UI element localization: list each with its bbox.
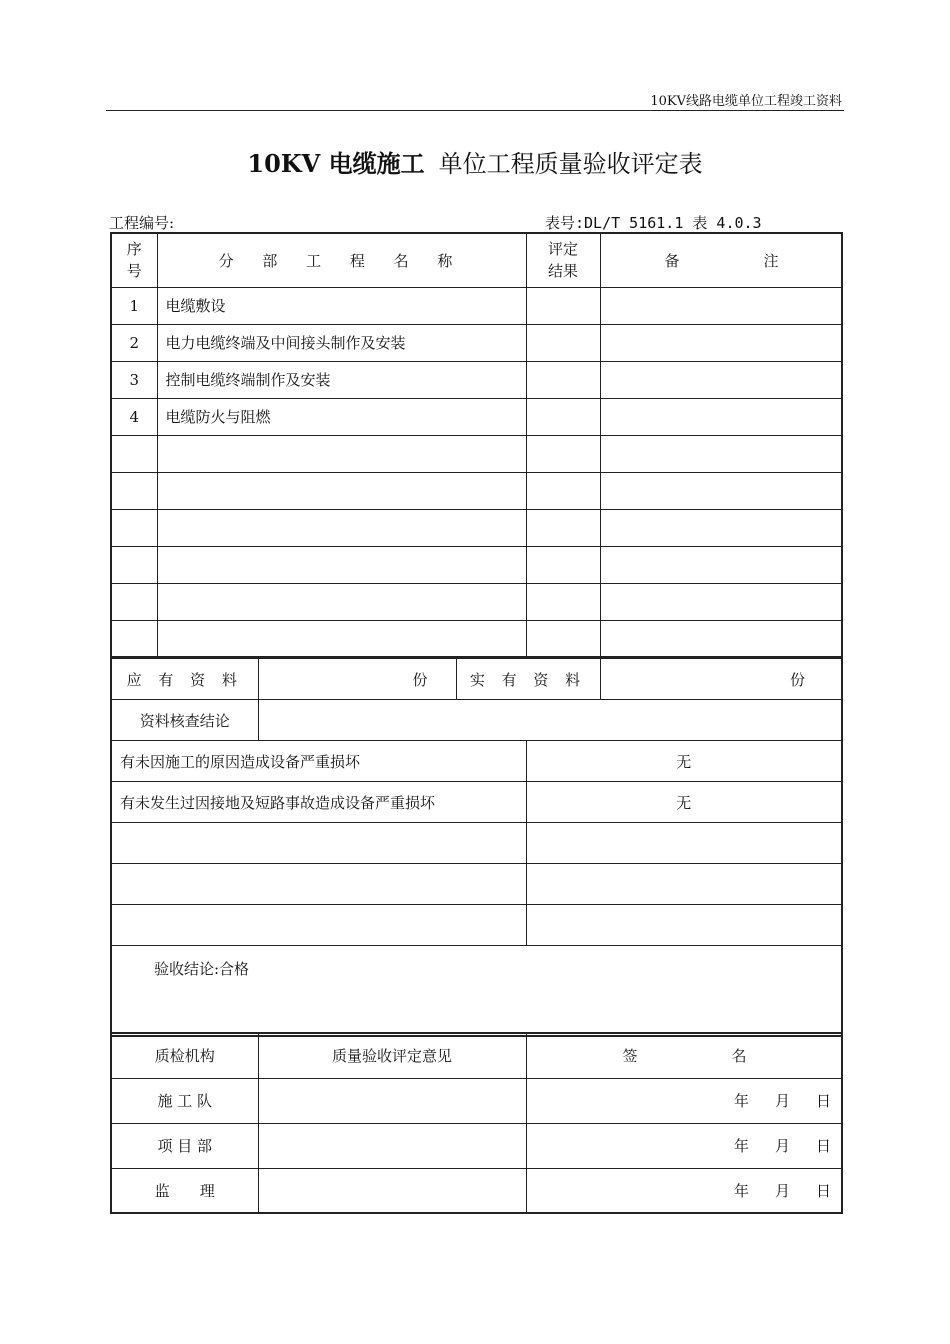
actual-label: 实 有 资 料 — [456, 659, 600, 700]
table-row — [111, 435, 842, 472]
date-field: 年 月 日 — [526, 1168, 842, 1213]
header-name: 分 部 工 程 名 称 — [157, 233, 526, 287]
title-normal: 单位工程质量验收评定表 — [438, 150, 703, 178]
question-1: 有未因施工的原因造成设备严重损坏 — [111, 741, 526, 782]
should-have-label: 应 有 资 料 — [111, 659, 258, 700]
org-supervision: 监 理 — [111, 1168, 258, 1213]
material-count-row — [111, 659, 842, 700]
header-opinion: 质量验收评定意见 — [258, 1033, 526, 1078]
table-row — [111, 546, 842, 583]
table-row — [111, 472, 842, 509]
header-org: 质检机构 — [111, 1033, 258, 1078]
empty-row — [111, 864, 842, 905]
signature-row — [111, 1123, 842, 1168]
project-no-label: 工程编号: — [109, 214, 175, 232]
table-row: 4 电缆防火与阻燃 — [111, 398, 842, 435]
signature-row — [111, 1168, 842, 1213]
conclusion-row — [111, 946, 842, 1036]
answer-2: 无 — [526, 782, 842, 823]
signature-table — [110, 1032, 843, 1214]
empty-row — [111, 823, 842, 864]
org-project-dept: 项 目 部 — [111, 1123, 258, 1168]
header-divider — [106, 110, 844, 111]
signature-header-row — [111, 1033, 842, 1078]
acceptance-conclusion: 验收结论:合格 — [111, 946, 842, 1036]
review-label: 资料核查结论 — [111, 700, 258, 741]
org-construction-team: 施 工 队 — [111, 1078, 258, 1123]
form-number: 表号:DL/T 5161.1 表 4.0.3 — [545, 214, 762, 232]
material-check-table — [110, 658, 843, 1037]
review-value — [258, 700, 842, 741]
table-row: 1 电缆敷设 — [111, 287, 842, 324]
header-remark: 备 注 — [600, 233, 842, 287]
actual-unit: 份 — [600, 659, 842, 700]
table-header-row — [111, 233, 842, 287]
header-sign: 签 名 — [526, 1033, 842, 1078]
table-row: 3 控制电缆终端制作及安装 — [111, 361, 842, 398]
date-field: 年 月 日 — [526, 1123, 842, 1168]
date-field: 年 月 日 — [526, 1078, 842, 1123]
question-2: 有未发生过因接地及短路事故造成设备严重损坏 — [111, 782, 526, 823]
subproject-table — [110, 232, 843, 658]
title-bold: 10KV 电缆施工 — [247, 149, 425, 178]
header-result: 评定结果 — [526, 233, 600, 287]
review-row — [111, 700, 842, 741]
question-row — [111, 741, 842, 782]
signature-row — [111, 1078, 842, 1123]
answer-1: 无 — [526, 741, 842, 782]
should-have-unit: 份 — [258, 659, 456, 700]
table-row — [111, 509, 842, 546]
page-title — [0, 144, 950, 179]
document-header: 10KV线路电缆单位工程竣工资料 — [650, 94, 842, 109]
header-seq: 序号 — [111, 233, 157, 287]
table-row — [111, 620, 842, 657]
table-row — [111, 583, 842, 620]
question-row — [111, 782, 842, 823]
table-row: 2 电力电缆终端及中间接头制作及安装 — [111, 324, 842, 361]
empty-row — [111, 905, 842, 946]
